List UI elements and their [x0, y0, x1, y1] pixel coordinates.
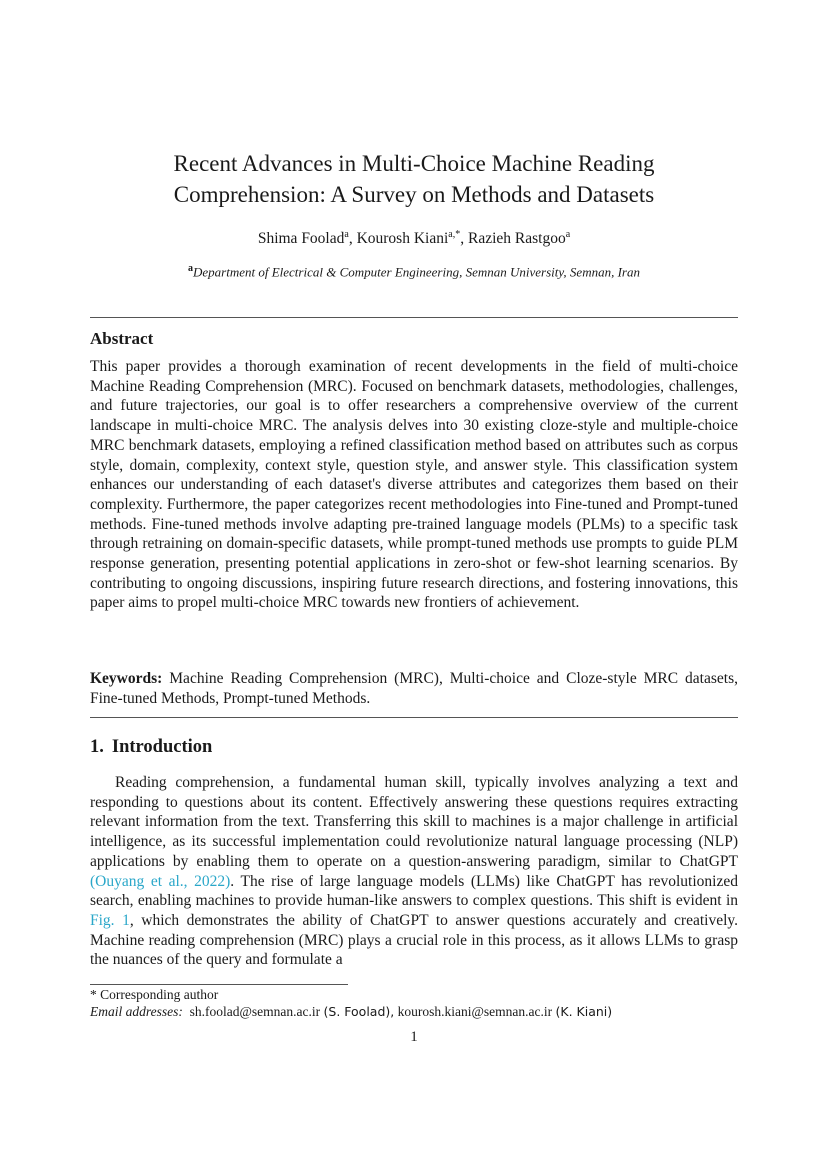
abstract-heading: Abstract	[90, 329, 154, 348]
author-affil-mark: a,*	[448, 229, 461, 240]
citation-link[interactable]: (Ouyang et al., 2022)	[90, 872, 231, 890]
paper-title	[90, 148, 738, 210]
section-heading	[90, 737, 212, 758]
email-label: Email addresses:	[90, 1004, 183, 1019]
keywords-text: Machine Reading Comprehension (MRC), Multi-choice and Cloze-style MRC datasets, Fine-tuned Methods, Prompt-tuned Methods.	[90, 670, 738, 707]
footnote-emails	[90, 1004, 612, 1020]
author-name: Kourosh Kiani	[356, 230, 449, 248]
divider-top	[90, 317, 738, 318]
author-name: Shima Foolad	[257, 230, 345, 248]
email-owner: (K. Kiani)	[555, 1004, 613, 1019]
keywords	[90, 669, 738, 708]
author-affil-mark: a	[344, 229, 349, 240]
email-address[interactable]: kourosh.kiani@semnan.ac.ir	[397, 1004, 553, 1019]
abstract-body: This paper provides a thorough examination of recent developments in the field of multi-choice Machine Reading Comprehension (MRC). Focused on benchmark datasets, methodologies, challenges, and future trajectories, our goal is to offer researchers a comprehensive overview of the current landscape in multi-choice MRC. The analysis delves into 30 existing cloze-style and multiple-choice MRC benchmark datasets, employing a refined classification method based on attributes such as corpus style, domain, complexity, context style, question style, and answer style. This classification system enhances our understanding of each dataset's diverse attributes and categorizes them based on their complexity. Furthermore, the paper categorizes recent methodologies into Fine-tuned and Prompt-tuned methods. Fine-tuned methods involve adapting pre-trained language models (PLMs) to a specific task through retraining on domain-specific datasets, while prompt-tuned methods use prompts to guide PLM response generation, presenting potential applications in zero-shot or few-shot learning scenarios. By contributing to ongoing discussions, inspiring future research directions, and fostering innovations, this paper aims to propel multi-choice MRC towards new frontiers of achievement.	[90, 358, 738, 612]
affiliation-text: Department of Electrical & Computer Engineering, Semnan University, Semnan, Iran	[193, 264, 640, 280]
section-number: 1.	[90, 737, 104, 757]
title-line-1: Recent Advances in Multi-Choice Machine Reading	[173, 151, 655, 176]
author-name: Razieh Rastgoo	[467, 230, 566, 248]
intro-text: . The rise of large language models (LLMs) like ChatGPT has revolutionized search, enabling machines to provide human-like answers to complex questions. This shift is evident in	[90, 872, 738, 910]
keywords-label: Keywords:	[90, 670, 163, 687]
author-list: Shima Foolad$^a$, Kourosh Kiani$^{a,*}$, Razieh Rastgoo$^a$	[257, 229, 571, 248]
intro-text: Reading comprehension, a fundamental human skill, typically involves analyzing a text and responding to questions about its content. Effectively answering these questions requires extracting relevant information from the text. Transferring this skill to machines is a major challenge in artificial intelligence, as its successful implementation could revolutionize natural language processing (NLP) applications by enabling them to operate on a question-answering paradigm, similar to ChatGPT	[90, 774, 738, 870]
intro-paragraph	[90, 773, 738, 970]
title-line-2: Comprehension: A Survey on Methods and Datasets	[173, 182, 655, 207]
figure-link[interactable]: Fig. 1	[90, 911, 130, 929]
footnote-divider	[90, 984, 348, 985]
affiliation	[90, 263, 738, 280]
email-address[interactable]: sh.foolad@semnan.ac.ir	[189, 1004, 321, 1019]
affiliation-mark: a	[188, 263, 193, 274]
page-number: 1	[410, 1029, 418, 1045]
divider-bottom	[90, 717, 738, 718]
author-affil-mark: a	[565, 229, 571, 240]
section-title: Introduction	[111, 737, 213, 757]
footnote-corresponding: * Corresponding author	[90, 987, 219, 1002]
intro-text: , which demonstrates the ability of ChatGPT to answer questions accurately and creatively. Machine reading comprehension (MRC) plays a crucial role in this process, as it allows LLMs to grasp the nuances of the query and formulate a	[90, 911, 739, 969]
email-owner: (S. Foolad),	[323, 1004, 395, 1019]
